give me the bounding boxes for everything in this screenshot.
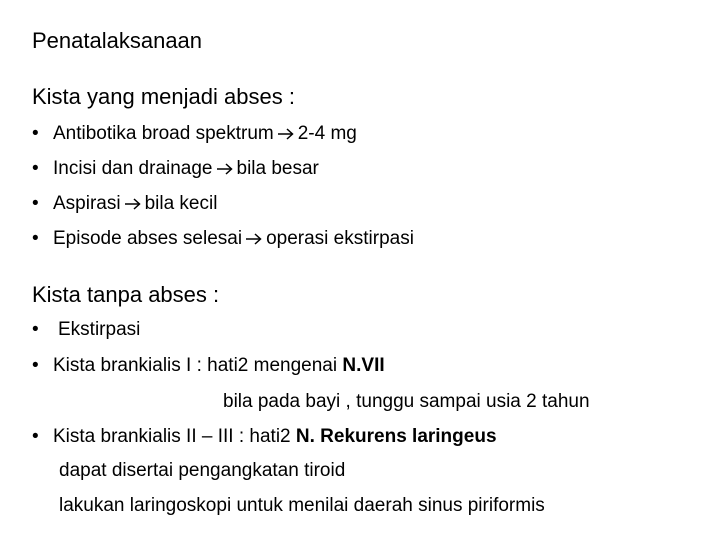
right-arrow-icon [217,163,233,175]
item-emphasis: N. Rekurens laringeus [295,426,497,447]
list-item-continuation: lakukan laringoskopi untuk menilai daerah sinus piriformis [59,495,545,516]
list-item: Ekstirpasi [58,319,141,340]
item-result: 2-4 mg [297,123,357,144]
bullet-icon: • [32,426,39,447]
item-text: Kista brankialis II – III : hati2 [53,426,296,447]
bullet-icon: • [32,355,39,376]
list-item [53,427,497,446]
list-item-continuation: bila pada bayi , tunggu sampai usia 2 tahun [223,391,590,412]
item-result: bila kecil [144,193,218,214]
item-text: Kista brankialis I : hati2 mengenai [53,355,343,376]
bullet-icon: • [32,319,39,340]
bullet-icon: • [32,228,39,249]
list-item [53,124,357,143]
list-item-continuation: dapat disertai pengangkatan tiroid [59,460,346,481]
list-item [53,194,217,213]
right-arrow-icon [246,233,262,245]
item-emphasis: N.VII [342,355,385,376]
item-result: bila besar [236,158,319,179]
list-item [53,159,319,178]
section2-heading: Kista tanpa abses : [32,282,220,307]
item-text: Aspirasi [53,193,121,214]
list-item [53,356,385,375]
section1-heading: Kista yang menjadi abses : [32,84,295,109]
item-result: operasi ekstirpasi [266,228,414,249]
right-arrow-icon [278,128,294,140]
page-title: Penatalaksanaan [32,28,203,53]
list-item [53,229,414,248]
bullet-icon: • [32,158,39,179]
bullet-icon: • [32,123,39,144]
item-text: Incisi dan drainage [53,158,213,179]
right-arrow-icon [125,198,141,210]
item-text: Episode abses selesai [53,228,243,249]
bullet-icon: • [32,193,39,214]
item-text: Antibotika broad spektrum [53,123,274,144]
